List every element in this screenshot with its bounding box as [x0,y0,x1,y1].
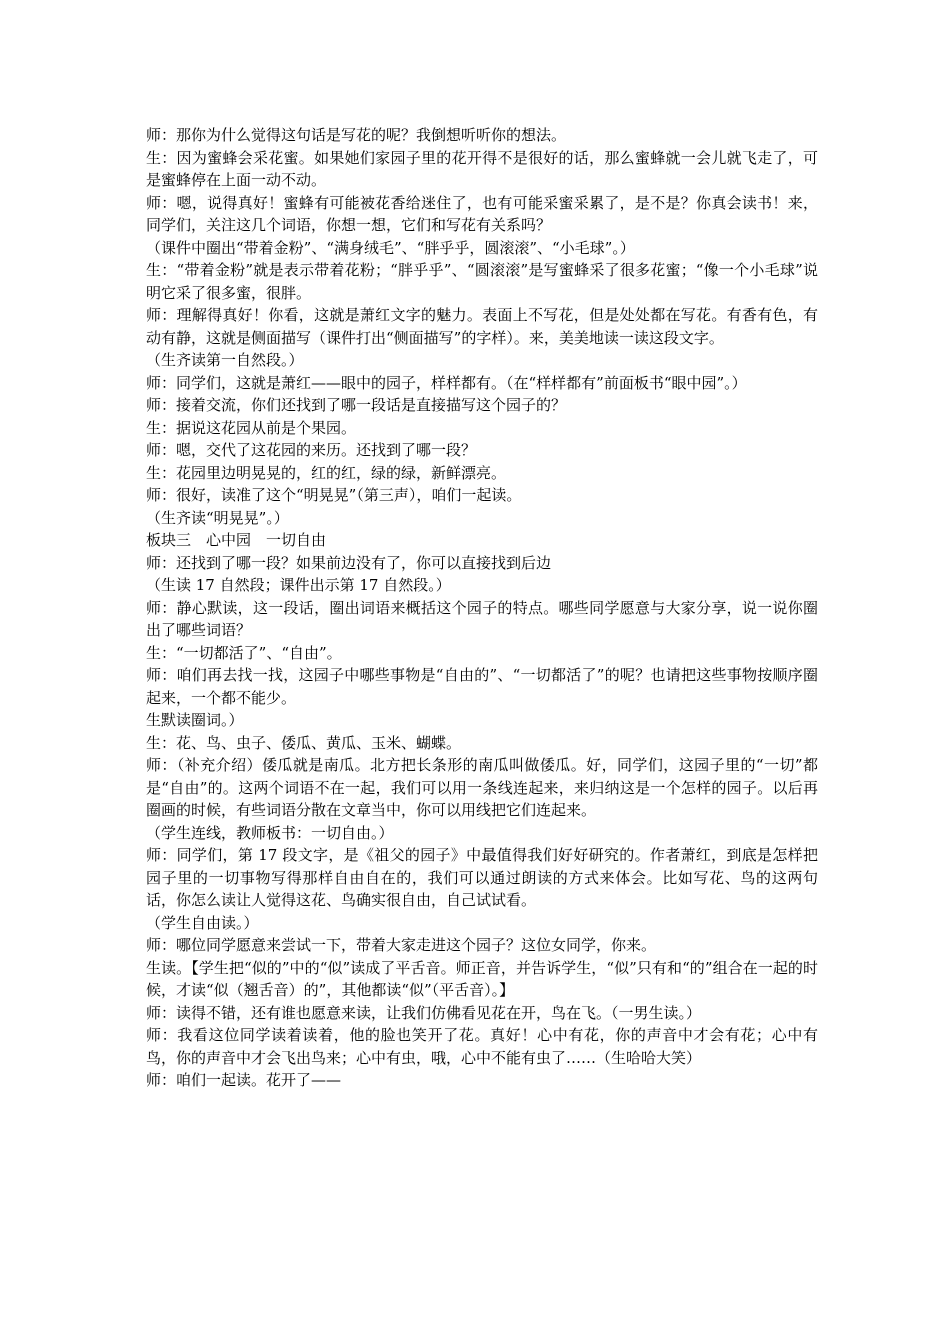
paragraph: 师：嗯，交代了这花园的来历。还找到了哪一段？ [146,441,477,459]
paragraph: 师：同学们，这就是萧红——眼中的园子，样样都有。（在“样样都有”前面板书“眼中园”。） [146,373,747,392]
paragraph: 生：“带着金粉”就是表示带着花粉；“胖乎乎”、“圆滚滚”是写蜜蜂采了很多花蜜；“像一个小毛球”说明它采了很多蜜，很胖。 [146,261,818,302]
paragraph: 生：因为蜜蜂会采花蜜。如果她们家园子里的花开得不是很好的话，那么蜜蜂就一会儿就飞走了，可是蜜蜂停在上面一动不动。 [146,148,818,189]
paragraph: 师：理解得真好！你看，这就是萧红文字的魅力。表面上不写花，但是处处都在写花。有香有色，有动有静，这就是侧面描写（课件打出“侧面描写”的字样）。来，美美地读一读这段文字。 [146,306,818,347]
paragraph: 师：那你为什么觉得这句话是写花的呢？我倒想听听你的想法。 [146,126,567,144]
paragraph: 生：据说这花园从前是个果园。 [146,418,357,437]
paragraph: 生：花、鸟、虫子、倭瓜、黄瓜、玉米、蝴蝶。 [146,733,462,752]
paragraph: 生读。【学生把“似的”中的“似”读成了平舌音。师正音，并告诉学生，“似”只有和“的”组合在一起的时候，才读“似（翘舌音）的”，其他都读“似”（平舌音）。】 [146,958,818,999]
paragraph: （生齐读“明晃晃”。） [146,508,289,527]
paragraph: 师：（补充介绍）倭瓜就是南瓜。北方把长条形的南瓜叫做倭瓜。好，同学们，这园子里的“一切”都是“自由”的。这两个词语不在一起，我们可以用一条线连起来，来归纳这是一个怎样的园子。以后再圈画的时候，有些词语分散在文章当中，你可以用线把它们连起来。 [146,756,818,819]
paragraph: 师：咱们一起读。花开了—— [146,1071,342,1089]
paragraph: 师：接着交流，你们还找到了哪一段话是直接描写这个园子的？ [146,396,567,414]
paragraph: （课件中圈出“带着金粉”、“满身绒毛”、“胖乎乎，圆滚滚”、“小毛球”。） [146,238,635,257]
paragraph: 生默读圈词。） [146,711,244,729]
paragraph: （学生连线，教师板书：一切自由。） [146,823,394,842]
document-body [146,124,818,1092]
paragraph: （生齐读第一自然段。） [146,351,304,369]
section-heading: 板块三 心中园 一切自由 [146,531,327,549]
paragraph: （生读 17 自然段；课件出示第 17 自然段。） [146,576,451,594]
paragraph: 师：读得不错，还有谁也愿意来读，让我们仿佛看见花在开，鸟在飞。（一男生读。） [146,1003,702,1022]
paragraph: 生：花园里边明晃晃的，红的红，绿的绿，新鲜漂亮。 [146,463,507,482]
paragraph: 生：“一切都活了”、“自由”。 [146,643,342,662]
paragraph: 师：同学们，第 17 段文字，是《祖父的园子》中最值得我们好好研究的。作者萧红，到底是怎样把园子里的一切事物写得那样自由自在的，我们可以通过朗读的方式来体会。比如写花、鸟的这两句话，你怎么读让人觉得这花、鸟确实很自由，自己试试看。 [146,846,818,909]
paragraph: 师：静心默读，这一段话，圈出词语来概括这个园子的特点。哪些同学愿意与大家分享，说一说你圈出了哪些词语？ [146,598,818,639]
paragraph: 师：咱们再去找一找，这园子中哪些事物是“自由的”、“一切都活了”的呢？也请把这些事物按顺序圈起来，一个都不能少。 [146,666,818,707]
paragraph: 师：嗯，说得真好！蜜蜂有可能被花香给迷住了，也有可能采蜜采累了，是不是？你真会读书！来，同学们，关注这几个词语，你想一想，它们和写花有关系吗？ [146,193,818,234]
paragraph: 师：哪位同学愿意来尝试一下，带着大家走进这个园子？这位女同学，你来。 [146,936,657,954]
paragraph: （学生自由读。） [146,913,259,932]
paragraph: 师：很好，读准了这个“明晃晃”（第三声），咱们一起读。 [146,486,522,504]
paragraph: 师：还找到了哪一段？如果前边没有了，你可以直接找到后边 [146,553,552,572]
paragraph: 师：我看这位同学读着读着，他的脸也笑开了花。真好！心中有花，你的声音中才会有花；心中有鸟，你的声音中才会飞出鸟来；心中有虫，哦，心中不能有虫了……（生哈哈大笑） [146,1026,818,1067]
